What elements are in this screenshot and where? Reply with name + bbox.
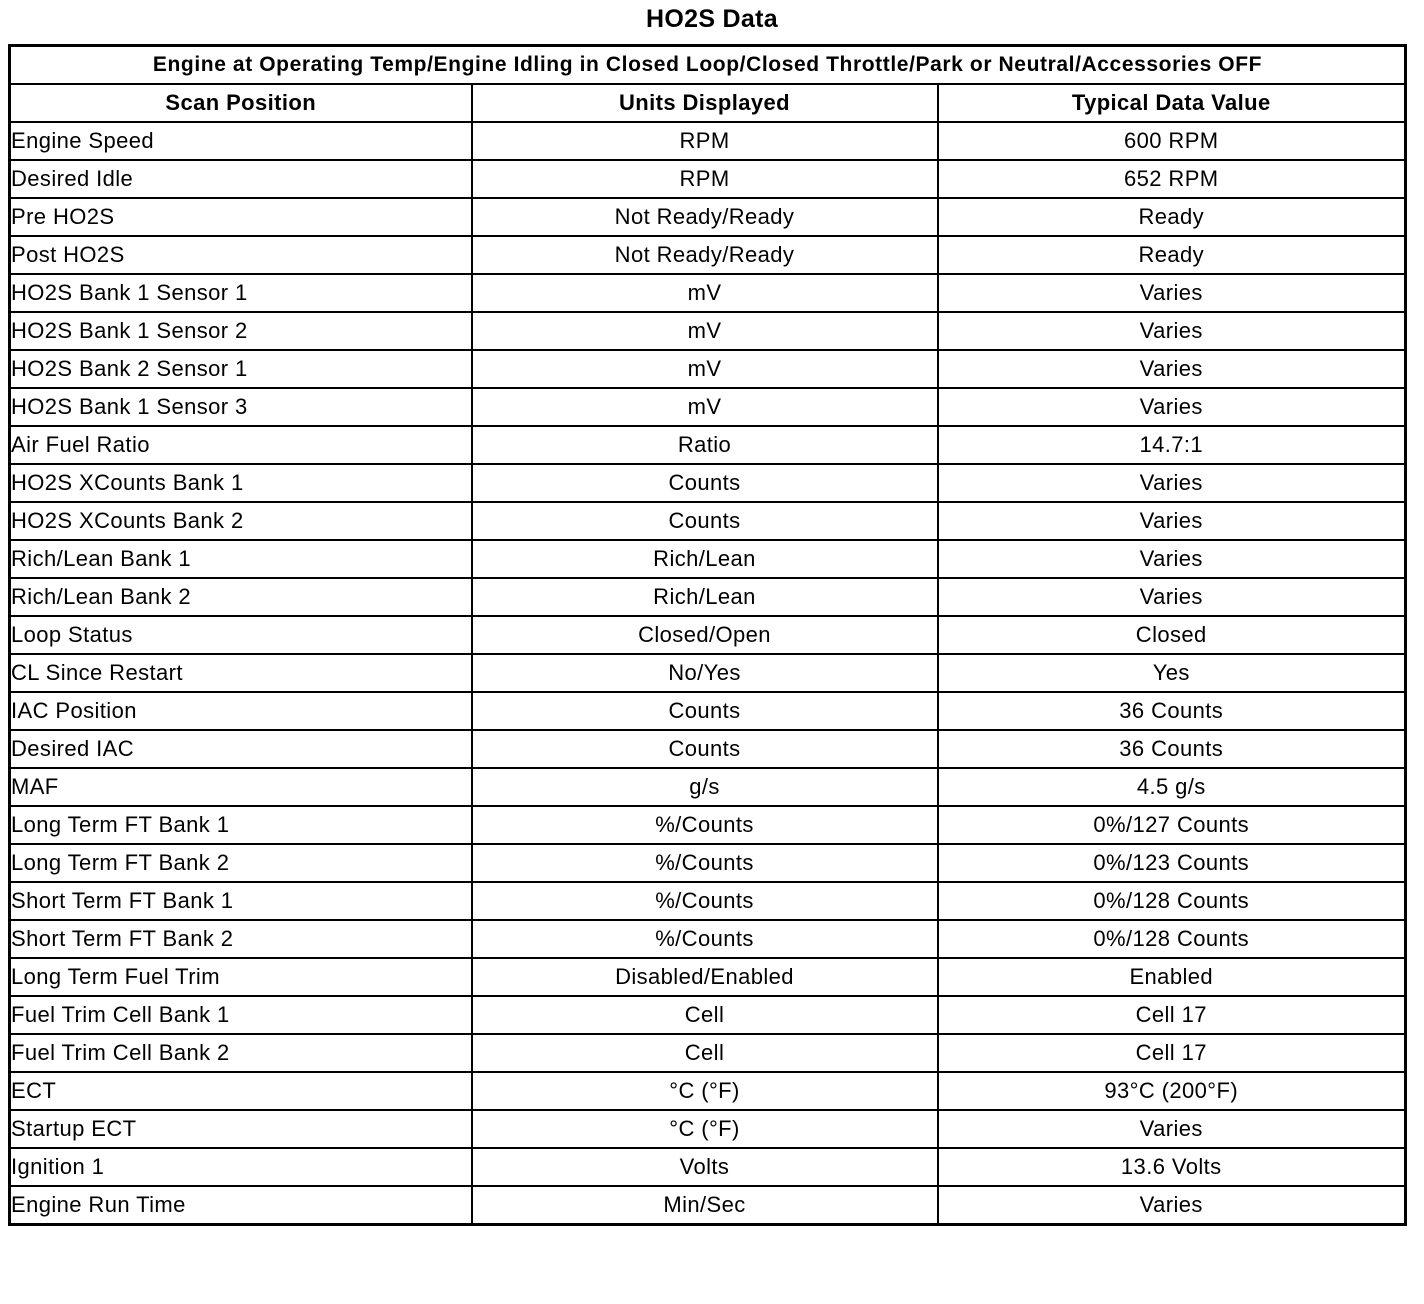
table-row: [10, 312, 1406, 350]
table-row: [10, 464, 1406, 502]
typical-value-cell: Yes: [938, 654, 1406, 692]
table-row: [10, 1186, 1406, 1225]
scan-position-cell: CL Since Restart: [10, 654, 472, 692]
scan-position-cell: Startup ECT: [10, 1110, 472, 1148]
table-row: [10, 844, 1406, 882]
typical-value-cell: 14.7:1: [938, 426, 1406, 464]
table-row: [10, 806, 1406, 844]
typical-value-cell: Cell 17: [938, 996, 1406, 1034]
table-row: [10, 616, 1406, 654]
units-displayed-cell: g/s: [472, 768, 938, 806]
scan-position-cell: Loop Status: [10, 616, 472, 654]
units-displayed-cell: Ratio: [472, 426, 938, 464]
scan-position-cell: Ignition 1: [10, 1148, 472, 1186]
table-body: [10, 122, 1406, 1225]
document-title: HO2S Data: [646, 5, 778, 33]
typical-value-cell: Ready: [938, 198, 1406, 236]
units-displayed-cell: Rich/Lean: [472, 578, 938, 616]
units-displayed-cell: mV: [472, 350, 938, 388]
scan-position-cell: Engine Speed: [10, 122, 472, 160]
typical-value-cell: 600 RPM: [938, 122, 1406, 160]
table-row: [10, 578, 1406, 616]
typical-value-cell: Closed: [938, 616, 1406, 654]
scan-position-cell: Rich/Lean Bank 1: [10, 540, 472, 578]
units-displayed-cell: Counts: [472, 730, 938, 768]
scan-position-cell: HO2S XCounts Bank 1: [10, 464, 472, 502]
scan-position-cell: Long Term FT Bank 1: [10, 806, 472, 844]
units-displayed-cell: Disabled/Enabled: [472, 958, 938, 996]
table-row: [10, 1148, 1406, 1186]
scan-position-cell: ECT: [10, 1072, 472, 1110]
scan-position-cell: Pre HO2S: [10, 198, 472, 236]
units-displayed-cell: Counts: [472, 502, 938, 540]
typical-value-cell: Enabled: [938, 958, 1406, 996]
units-displayed-cell: Min/Sec: [472, 1186, 938, 1225]
scan-position-cell: Desired IAC: [10, 730, 472, 768]
units-displayed-cell: Counts: [472, 464, 938, 502]
units-displayed-cell: Rich/Lean: [472, 540, 938, 578]
typical-value-cell: Varies: [938, 1110, 1406, 1148]
units-displayed-cell: Closed/Open: [472, 616, 938, 654]
scan-position-cell: HO2S Bank 1 Sensor 3: [10, 388, 472, 426]
units-displayed-cell: Cell: [472, 996, 938, 1034]
typical-value-cell: Varies: [938, 502, 1406, 540]
typical-value-cell: 93°C (200°F): [938, 1072, 1406, 1110]
table-row: [10, 350, 1406, 388]
typical-value-cell: Cell 17: [938, 1034, 1406, 1072]
scan-position-cell: HO2S Bank 1 Sensor 1: [10, 274, 472, 312]
typical-value-cell: Varies: [938, 578, 1406, 616]
units-displayed-cell: mV: [472, 312, 938, 350]
condition-header: Engine at Operating Temp/Engine Idling in Closed Loop/Closed Throttle/Park or Neutral/Accessories OFF: [10, 46, 1406, 85]
table-row: [10, 274, 1406, 312]
column-header-row: [10, 84, 1406, 122]
table-row: [10, 198, 1406, 236]
units-displayed-cell: °C (°F): [472, 1110, 938, 1148]
scan-position-cell: MAF: [10, 768, 472, 806]
scan-position-cell: HO2S Bank 1 Sensor 2: [10, 312, 472, 350]
scan-position-cell: Short Term FT Bank 1: [10, 882, 472, 920]
units-displayed-cell: RPM: [472, 160, 938, 198]
scan-position-cell: HO2S Bank 2 Sensor 1: [10, 350, 472, 388]
units-displayed-cell: °C (°F): [472, 1072, 938, 1110]
ho2s-data-table: [8, 44, 1407, 1226]
table-row: [10, 654, 1406, 692]
typical-value-cell: 36 Counts: [938, 692, 1406, 730]
units-displayed-cell: %/Counts: [472, 844, 938, 882]
units-displayed-cell: mV: [472, 388, 938, 426]
typical-value-cell: Varies: [938, 350, 1406, 388]
table-row: [10, 122, 1406, 160]
table-row: [10, 996, 1406, 1034]
table-row: [10, 730, 1406, 768]
units-displayed-cell: mV: [472, 274, 938, 312]
table-row: [10, 426, 1406, 464]
units-displayed-cell: No/Yes: [472, 654, 938, 692]
units-displayed-cell: %/Counts: [472, 806, 938, 844]
header-typical-data-value: Typical Data Value: [938, 84, 1406, 122]
units-displayed-cell: Counts: [472, 692, 938, 730]
typical-value-cell: 4.5 g/s: [938, 768, 1406, 806]
typical-value-cell: 36 Counts: [938, 730, 1406, 768]
units-displayed-cell: Not Ready/Ready: [472, 198, 938, 236]
typical-value-cell: Varies: [938, 1186, 1406, 1225]
scan-position-cell: Long Term Fuel Trim: [10, 958, 472, 996]
typical-value-cell: Varies: [938, 312, 1406, 350]
typical-value-cell: Varies: [938, 274, 1406, 312]
condition-row: [10, 46, 1406, 85]
scan-position-cell: Fuel Trim Cell Bank 2: [10, 1034, 472, 1072]
units-displayed-cell: RPM: [472, 122, 938, 160]
table-row: [10, 768, 1406, 806]
scan-position-cell: IAC Position: [10, 692, 472, 730]
units-displayed-cell: %/Counts: [472, 882, 938, 920]
typical-value-cell: 0%/128 Counts: [938, 882, 1406, 920]
header-units-displayed: Units Displayed: [472, 84, 938, 122]
typical-value-cell: 0%/127 Counts: [938, 806, 1406, 844]
table-row: [10, 236, 1406, 274]
table-row: [10, 160, 1406, 198]
units-displayed-cell: Cell: [472, 1034, 938, 1072]
table-row: [10, 1034, 1406, 1072]
scan-position-cell: Rich/Lean Bank 2: [10, 578, 472, 616]
table-row: [10, 540, 1406, 578]
scan-position-cell: Air Fuel Ratio: [10, 426, 472, 464]
scan-position-cell: Short Term FT Bank 2: [10, 920, 472, 958]
typical-value-cell: Varies: [938, 464, 1406, 502]
table-row: [10, 920, 1406, 958]
table-row: [10, 1110, 1406, 1148]
scan-position-cell: Fuel Trim Cell Bank 1: [10, 996, 472, 1034]
table-row: [10, 388, 1406, 426]
table-row: [10, 1072, 1406, 1110]
typical-value-cell: Ready: [938, 236, 1406, 274]
scan-position-cell: HO2S XCounts Bank 2: [10, 502, 472, 540]
typical-value-cell: Varies: [938, 540, 1406, 578]
typical-value-cell: 0%/123 Counts: [938, 844, 1406, 882]
typical-value-cell: 0%/128 Counts: [938, 920, 1406, 958]
typical-value-cell: 652 RPM: [938, 160, 1406, 198]
typical-value-cell: 13.6 Volts: [938, 1148, 1406, 1186]
header-scan-position: Scan Position: [10, 84, 472, 122]
typical-value-cell: Varies: [938, 388, 1406, 426]
scan-position-cell: Desired Idle: [10, 160, 472, 198]
scan-position-cell: Post HO2S: [10, 236, 472, 274]
table-row: [10, 692, 1406, 730]
scan-position-cell: Engine Run Time: [10, 1186, 472, 1225]
units-displayed-cell: Not Ready/Ready: [472, 236, 938, 274]
table-row: [10, 958, 1406, 996]
units-displayed-cell: Volts: [472, 1148, 938, 1186]
table-row: [10, 882, 1406, 920]
scan-position-cell: Long Term FT Bank 2: [10, 844, 472, 882]
table-row: [10, 502, 1406, 540]
units-displayed-cell: %/Counts: [472, 920, 938, 958]
